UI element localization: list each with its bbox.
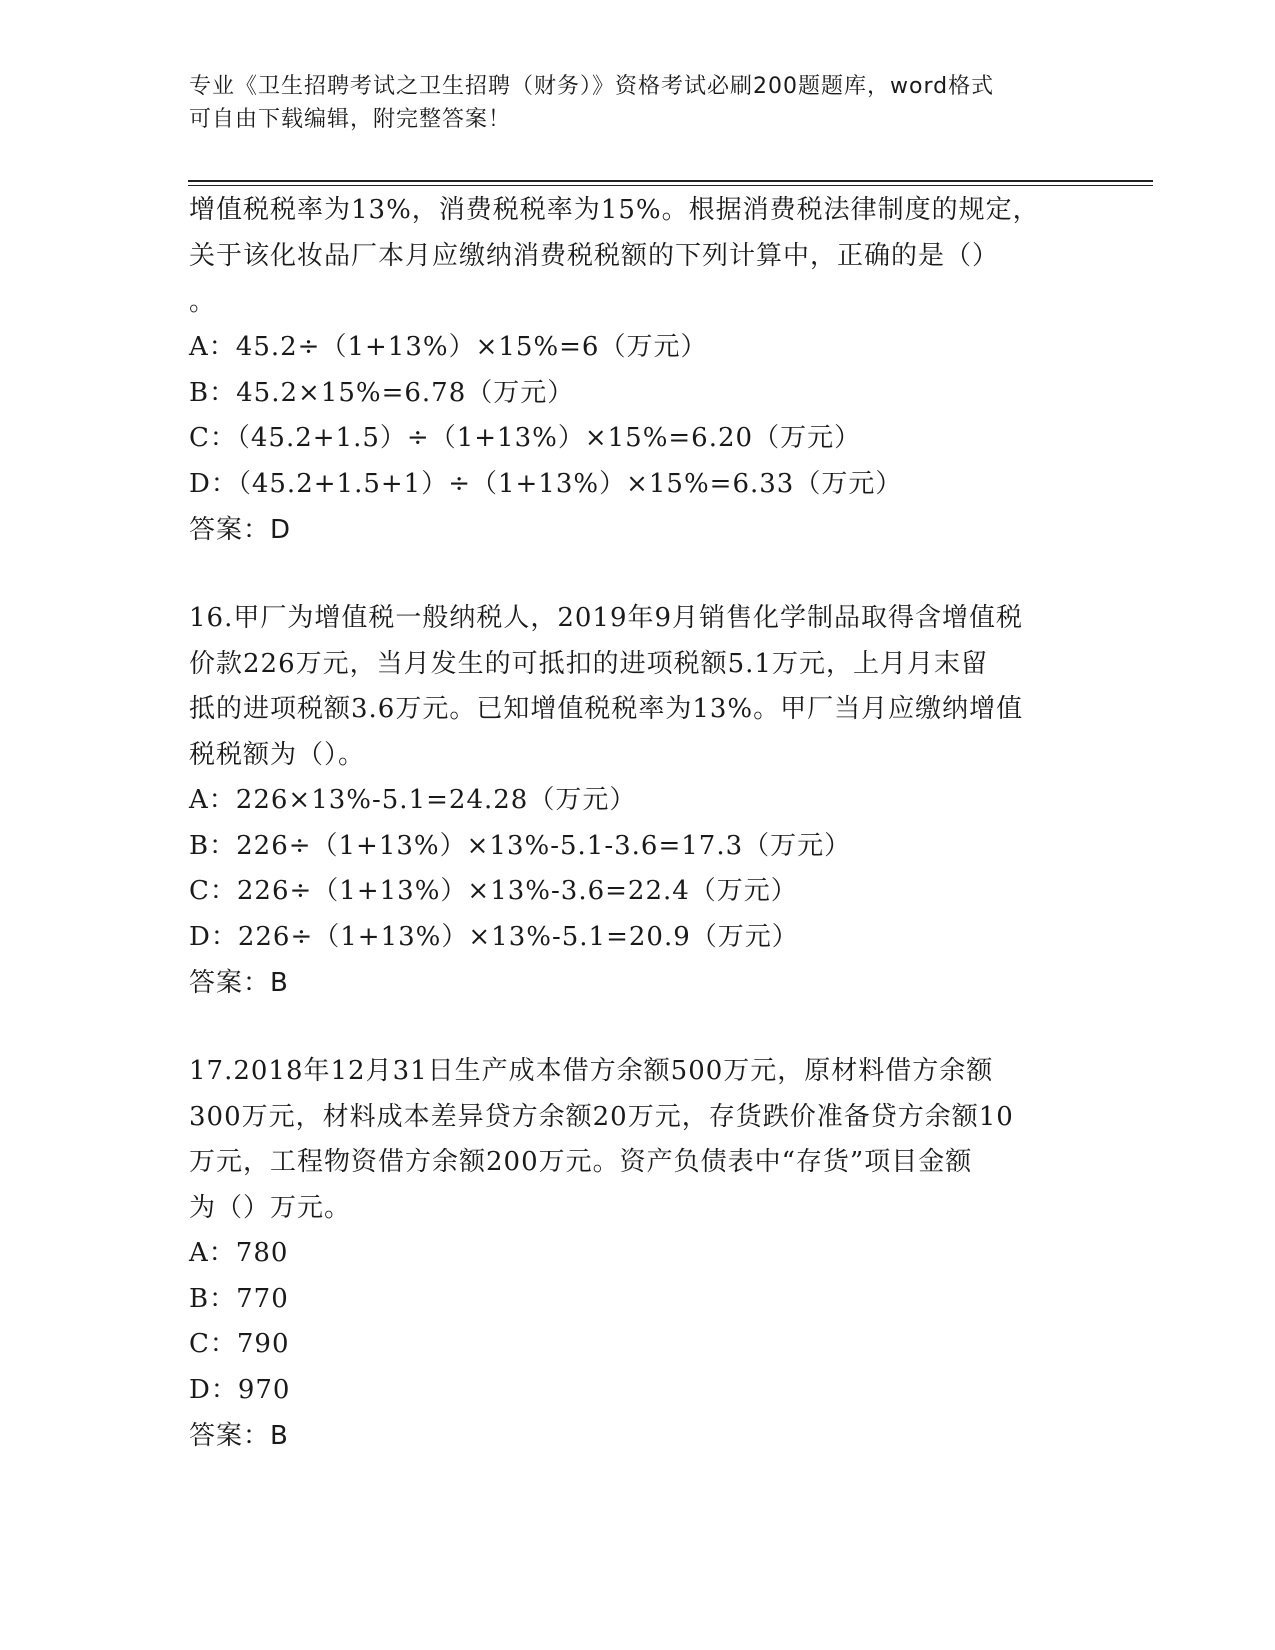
page-header [189,70,1089,136]
option-d: D：（45.2+1.5+1）÷（1+13%）×15%=6.33（万元） [189,468,903,499]
header-divider-thin [188,185,1153,186]
question-text-line: 抵的进项税额3.6万元。已知增值税税率为13%。甲厂当月应缴纳增值 [189,694,1024,724]
question-text-line: 16.甲厂为增值税一般纳税人，2019年9月销售化学制品取得含增值税 [189,603,1024,633]
question-text-line: 增值税税率为13%，消费税税率为15%。根据消费税法律制度的规定， [189,195,1040,225]
answer-label: 答案：D [189,515,292,545]
option-d: D：970 [189,1374,291,1405]
header-line-2: 可自由下载编辑，附完整答案！ [189,107,512,132]
spacer [189,553,1089,596]
option-b: B：770 [189,1283,289,1314]
spacer [189,1006,1089,1049]
answer-label: 答案：B [189,968,289,998]
question-text-line: 300万元，材料成本差异贷方余额20万元，存货跌价准备贷方余额10 [189,1101,1014,1132]
question-text-line: 关于该化妆品厂本月应缴纳消费税税额的下列计算中，正确的是（） [189,240,1000,271]
header-line-1: 专业《卫生招聘考试之卫生招聘（财务）》资格考试必刷200题题库，word格式 [189,74,995,99]
answer-label: 答案：B [189,1421,289,1451]
option-a: A：780 [189,1238,289,1268]
question-text-line: 万元，工程物资借方余额200万元。资产负债表中“存货”项目金额 [189,1147,973,1177]
option-c: C：（45.2+1.5）÷（1+13%）×15%=6.20（万元） [189,423,862,453]
option-b: B：226÷（1+13%）×13%-5.1-3.6=17.3（万元） [189,830,852,861]
question-text-line: 17.2018年12月31日生产成本借方余额500万元，原材料借方余额 [189,1056,994,1086]
option-b: B：45.2×15%=6.78（万元） [189,377,575,408]
header-divider-thick [188,180,1153,182]
document-body [189,188,1089,1459]
option-c: C：226÷（1+13%）×13%-3.6=22.4（万元） [189,876,798,906]
question-16 [189,596,1089,1006]
option-d: D：226÷（1+13%）×13%-5.1=20.9（万元） [189,921,799,952]
option-a: A：226×13%-5.1=24.28（万元） [189,785,637,815]
option-c: C：790 [189,1329,290,1359]
question-text-line: 税税额为（）。 [189,739,366,770]
question-text-line: 为（）万元。 [189,1192,352,1223]
question-text-line: 价款226万元，当月发生的可抵扣的进项税额5.1万元，上月月末留 [189,648,988,679]
question-continued [189,188,1089,553]
option-a: A：45.2÷（1+13%）×15%=6（万元） [189,332,708,362]
question-text-line: 。 [189,287,217,317]
question-17 [189,1049,1089,1459]
